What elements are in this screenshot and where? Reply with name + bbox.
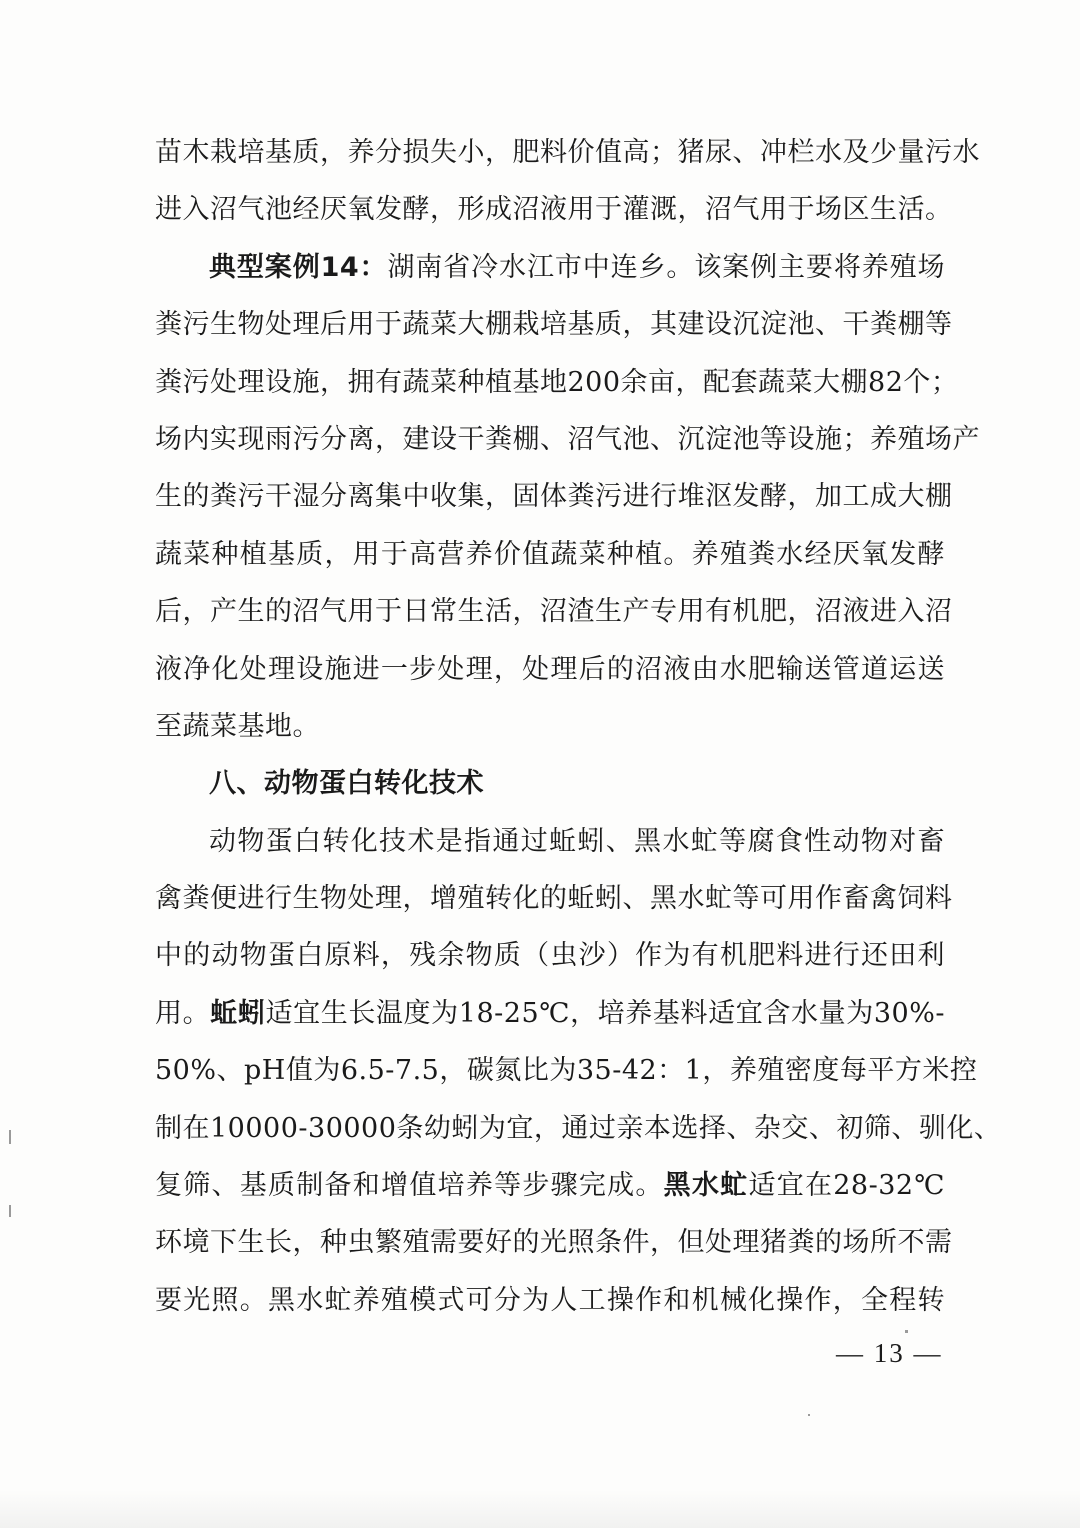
text-line: 后，产生的沼气用于日常生活，沼渣生产专用有机肥，沼液进入沼	[155, 596, 953, 628]
text-line: 环境下生长，种虫繁殖需要好的光照条件，但处理猪粪的场所不需	[155, 1227, 953, 1259]
text-line: 粪污生物处理后用于蔬菜大棚栽培基质，其建设沉淀池、干粪棚等	[155, 309, 953, 341]
text-line: 要光照。黑水虻养殖模式可分为人工操作和机械化操作，全程转	[155, 1284, 945, 1316]
scan-edge	[0, 1490, 1080, 1528]
term-black-soldier-fly: 黑水虻	[663, 1170, 749, 1202]
text-line: 动物蛋白转化技术是指通过蚯蚓、黑水虻等腐食性动物对畜	[209, 825, 945, 857]
text-line: 50%、pH值为6.5-7.5，碳氮比为35-42：1，养殖密度每平方米控	[155, 1055, 978, 1087]
text-line: 进入沼气池经厌氧发酵，形成沼液用于灌溉，沼气用于场区生活。	[155, 194, 953, 226]
text-line: 粪污处理设施，拥有蔬菜种植基地200余亩，配套蔬菜大棚82个；	[155, 366, 959, 398]
section-heading: 八、动物蛋白转化技术	[209, 768, 484, 800]
text-line: 制在10000-30000条幼蚓为宜，通过亲本选择、杂交、初筛、驯化、	[155, 1112, 1002, 1144]
text-line: 液净化处理设施进一步处理，处理后的沼液由水肥输送管道运送	[155, 653, 945, 685]
text-line	[155, 985, 945, 1042]
text-line	[155, 1157, 945, 1214]
text-line: 蔬菜种植基质，用于高营养价值蔬菜种植。养殖粪水经厌氧发酵	[155, 538, 945, 570]
scan-mark	[9, 1130, 11, 1144]
text-line: 场内实现雨污分离，建设干粪棚、沼气池、沉淀池等设施；养殖场产	[155, 423, 980, 455]
case-text: 湖南省冷水江市中连乡。该案例主要将养殖场	[387, 251, 946, 283]
text-run: 适宜生长温度为18-25℃，培养基料适宜含水量为30%-	[265, 997, 945, 1029]
text-run: 复筛、基质制备和增值培养等步骤完成。	[155, 1170, 664, 1202]
scan-mark	[808, 1414, 810, 1416]
text-line: 苗木栽培基质，养分损失小，肥料价值高；猪尿、冲栏水及少量污水	[155, 137, 980, 168]
text-line: 生的粪污干湿分离集中收集，固体粪污进行堆沤发酵，加工成大棚	[155, 481, 953, 513]
text-line: 至蔬菜基地。	[155, 710, 320, 742]
page-number: — 13 —	[836, 1338, 943, 1368]
case-label: 典型案例14：	[209, 251, 388, 283]
text-run: 适宜在28-32℃	[748, 1170, 946, 1202]
scan-mark	[9, 1205, 11, 1217]
text-run: 用。	[155, 997, 211, 1029]
body-text	[155, 124, 1002, 1329]
term-earthworm: 蚯蚓	[210, 997, 266, 1029]
text-line: 中的动物蛋白原料，残余物质（虫沙）作为有机肥料进行还田利	[155, 940, 945, 972]
scan-mark	[905, 1330, 908, 1333]
text-line: 禽粪便进行生物处理，增殖转化的蚯蚓、黑水虻等可用作畜禽饲料	[155, 883, 953, 915]
case-line	[155, 239, 945, 296]
